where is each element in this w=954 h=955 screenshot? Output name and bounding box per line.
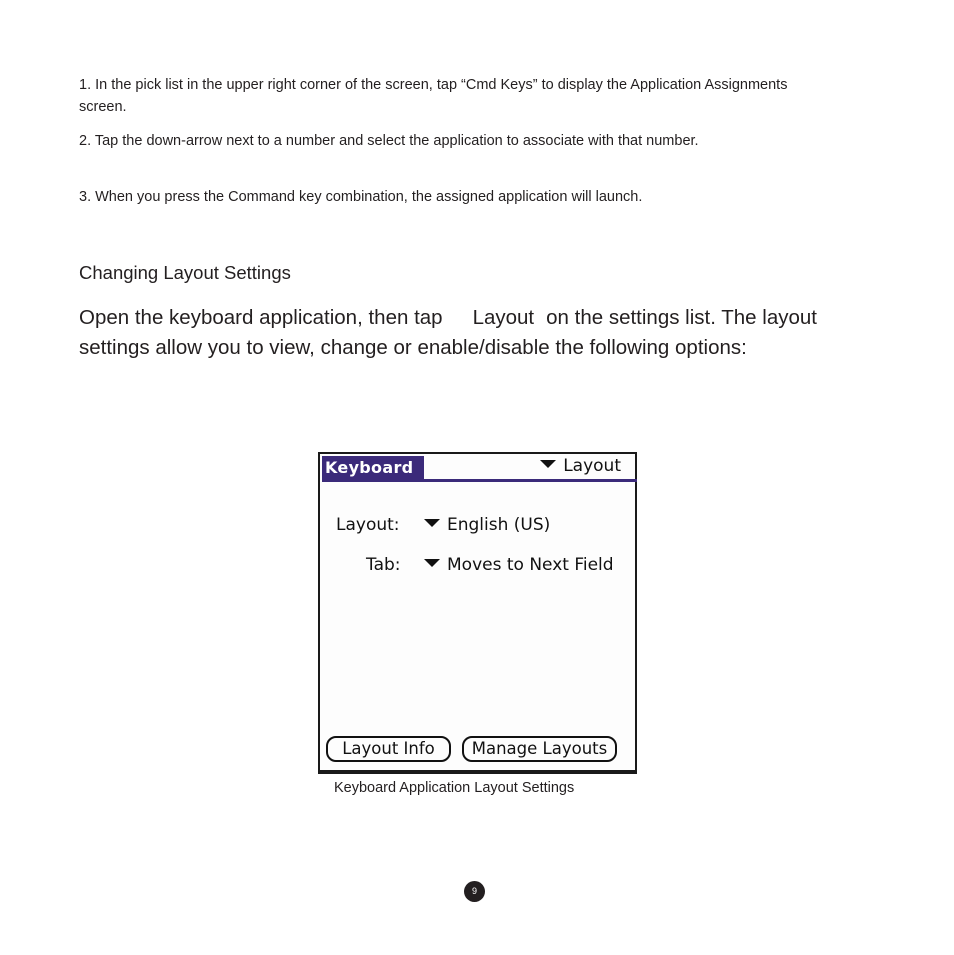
app-title: Keyboard [322, 456, 424, 479]
title-divider [322, 479, 637, 482]
tab-field-label: Tab: [366, 555, 401, 575]
tab-popup-trigger[interactable] [424, 553, 614, 577]
step-1-text: 1. In the pick list in the upper right corner of the screen, tap “Cmd Keys” to display the Application Assignments screen. [79, 77, 788, 115]
chevron-down-icon [540, 460, 556, 468]
tab-value: Moves to Next Field [447, 555, 614, 575]
layout-value: English (US) [447, 515, 551, 535]
layout-popup-trigger[interactable] [424, 513, 550, 537]
intro-text-before: Open the keyboard application, then tap [79, 306, 443, 329]
settings-pick-list[interactable] [540, 455, 621, 477]
manage-layouts-button[interactable]: Manage Layouts [462, 736, 617, 762]
keyboard-layout-screenshot [318, 452, 637, 774]
pick-list-label: Layout [563, 456, 621, 476]
chevron-down-icon [424, 519, 440, 527]
chevron-down-icon [424, 559, 440, 567]
intro-text-after: on the settings list. The layout settings allow you to view, change or enable/disable the following options: [79, 306, 817, 359]
layout-field-label: Layout: [336, 515, 400, 535]
step-2-text: 2. Tap the down-arrow next to a number and select the application to associate with that number. [79, 133, 699, 149]
intro-paragraph [79, 303, 839, 363]
intro-layout-term: Layout [472, 306, 535, 329]
page-number-badge: 9 [464, 881, 485, 902]
step-3-text: 3. When you press the Command key combination, the assigned application will launch. [79, 189, 643, 205]
section-heading: Changing Layout Settings [79, 262, 291, 283]
layout-info-button[interactable]: Layout Info [326, 736, 451, 762]
figure-caption: Keyboard Application Layout Settings [334, 780, 575, 796]
